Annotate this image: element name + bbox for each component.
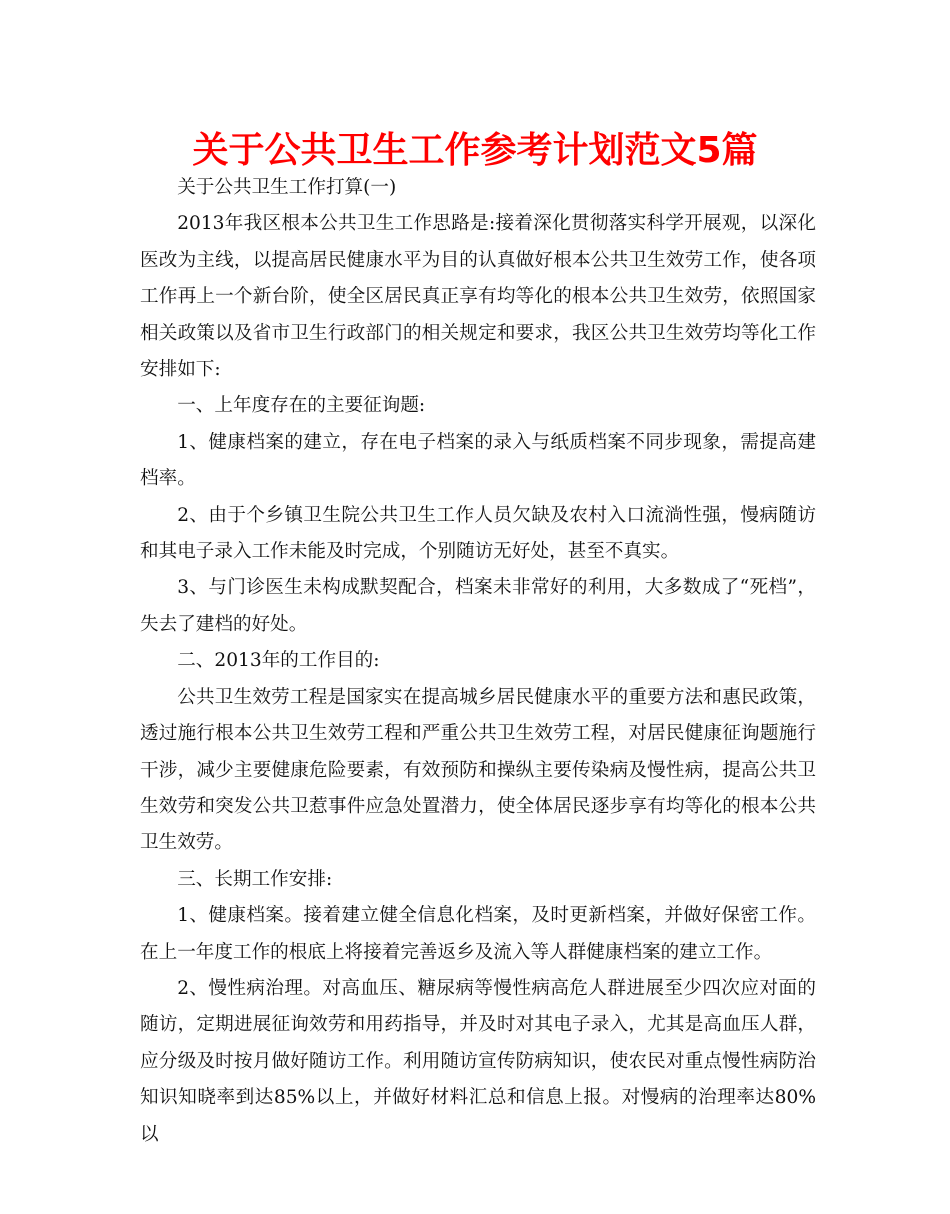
document-title: 关于公共卫生工作参考计划范文5篇 — [192, 130, 758, 171]
paragraph: 1、健康档案。接着建立健全信息化档案，及时更新档案，并做好保密工作。在上一年度工作的根底上将接着完善返乡及流入等人群健康档案的建立工作。 — [140, 905, 816, 963]
paragraph: 一、上年度存在的主要征询题: — [177, 395, 426, 417]
document-body — [140, 170, 816, 1153]
paragraph: 2013年我区根本公共卫生工作思路是:接着深化贯彻落实科学开展观，以深化医改为主线，以提高居民健康水平为目的认真做好根本公共卫生效劳工作，使各项工作再上一个新台阶，使全区居民真正享有均等化的根本公共卫生效劳，依照国家相关政策以及省市卫生行政部门的相关规定和要求，我区公共卫生效劳均等化工作安排如下: — [140, 213, 816, 381]
paragraph: 3、与门诊医生未构成默契配合，档案未非常好的利用，大多数成了“死档”，失去了建档的好处。 — [140, 577, 816, 635]
paragraph: 1、健康档案的建立，存在电子档案的录入与纸质档案不同步现象，需提高建档率。 — [140, 431, 816, 490]
paragraph: 二、2013年的工作目的: — [177, 650, 380, 672]
paragraph: 关于公共卫生工作打算(一) — [177, 177, 397, 198]
paragraph: 2、由于个乡镇卫生院公共卫生工作人员欠缺及农村入口流淌性强，慢病随访和其电子录入工作未能及时完成，个别随访无好处，甚至不真实。 — [140, 504, 816, 563]
paragraph: 2、慢性病治理。对高血压、糖尿病等慢性病高危人群进展至少四次应对面的随访，定期进展征询效劳和用药指导，并及时对其电子录入，尤其是高血压人群，应分级及时按月做好随访工作。利用随访宣传防病知识，使农民对重点慢性病防治知识知晓率到达85%以上，并做好材料汇总和信息上报。对慢病的治理率达80%以 — [140, 977, 816, 1145]
paragraph: 三、长期工作安排: — [177, 868, 333, 890]
paragraph: 公共卫生效劳工程是国家实在提高城乡居民健康水平的重要方法和惠民政策，透过施行根本公共卫生效劳工程和严重公共卫生效劳工程，对居民健康征询题施行干涉，减少主要健康危险要素，有效预防和操纵主要传染病及慢性病，提高公共卫生效劳和突发公共卫惹事件应急处置潜力，使全体居民逐步享有均等化的根本公共卫生效劳。 — [140, 686, 816, 854]
